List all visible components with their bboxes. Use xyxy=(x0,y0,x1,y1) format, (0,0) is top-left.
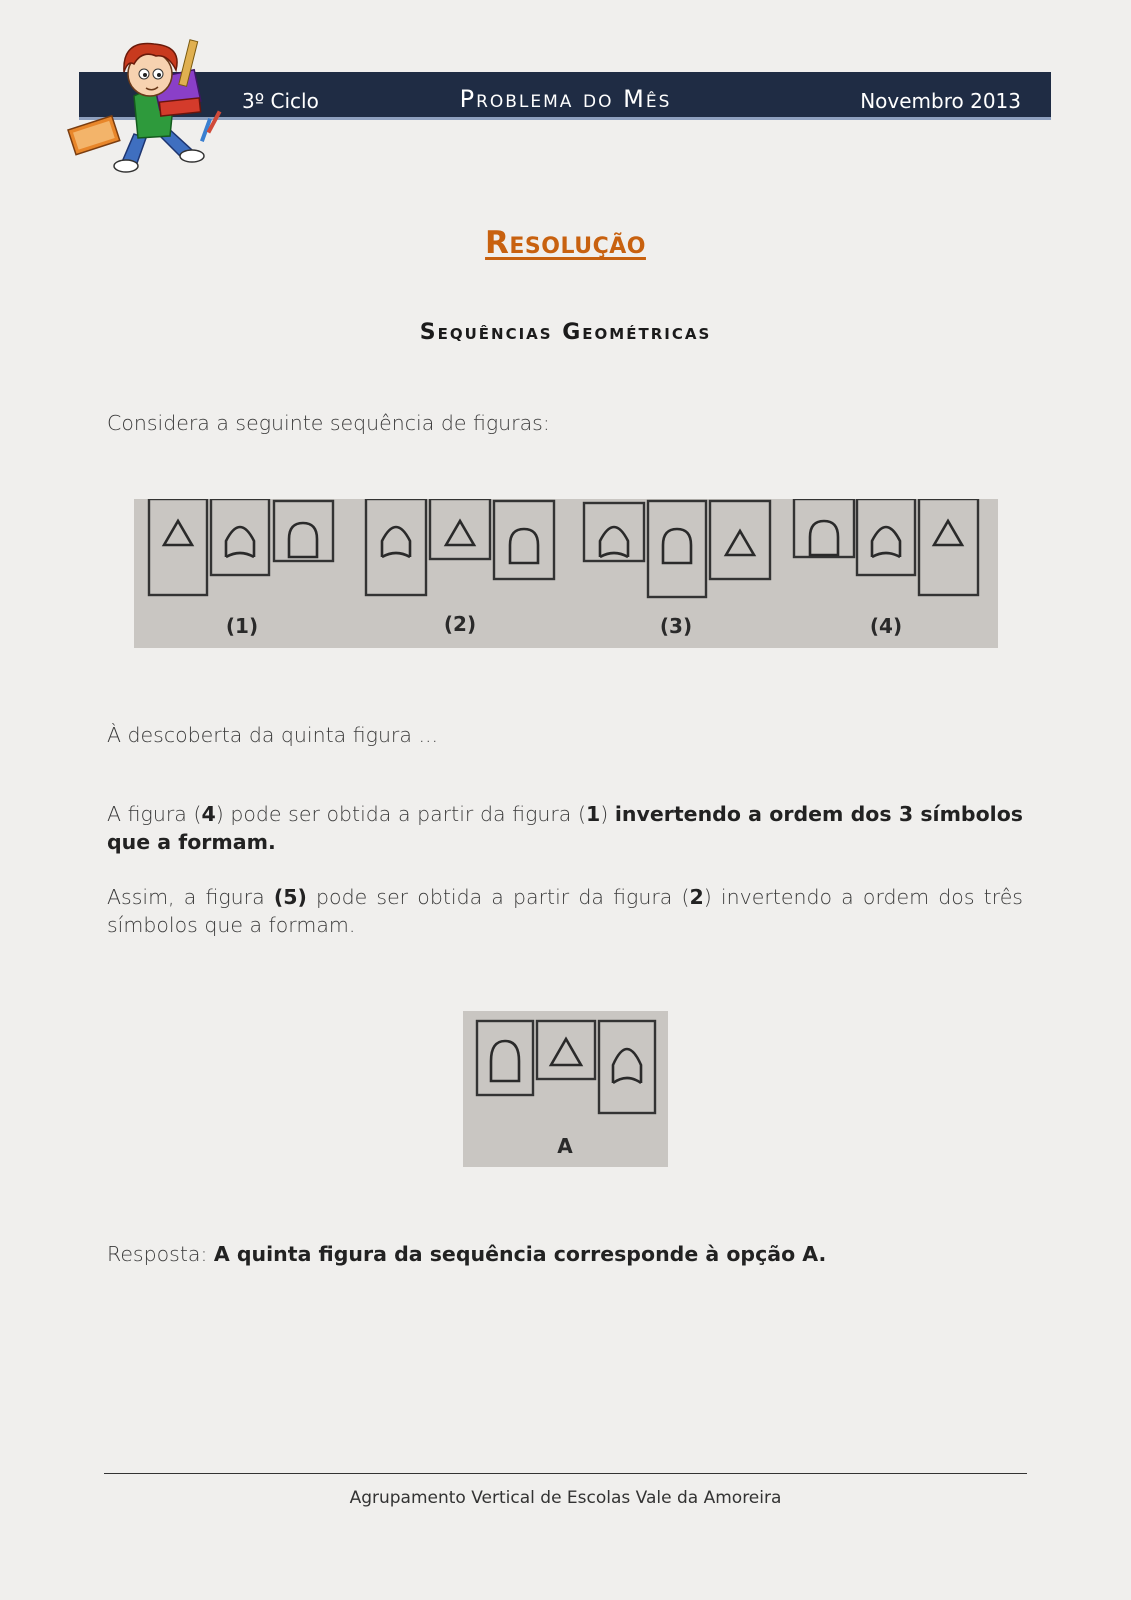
text-span: ) xyxy=(600,802,615,826)
figure-label-3: (3) xyxy=(659,614,693,638)
footer-text: Agrupamento Vertical de Escolas Vale da Amoreira xyxy=(349,1488,782,1508)
header-date: Novembro 2013 xyxy=(860,89,1021,113)
sequence-figure xyxy=(134,499,998,648)
text-span: Assim, a figura xyxy=(107,885,274,909)
footer-divider xyxy=(104,1473,1027,1474)
discovery-text: À descoberta da quinta figura ... xyxy=(107,723,438,747)
explanation-paragraph-2 xyxy=(107,883,1023,939)
bold-span: 2 xyxy=(689,885,704,909)
answer-label: Resposta: xyxy=(107,1242,214,1266)
answer-figure xyxy=(463,1011,668,1167)
answer-value: A quinta figura da sequência corresponde à opção A. xyxy=(213,1242,827,1266)
text-span: ) pode ser obtida a partir da figura ( xyxy=(215,802,586,826)
figure-label-4: (4) xyxy=(869,614,903,638)
header-title: Problema do Mês xyxy=(459,85,672,113)
intro-text: Considera a seguinte sequência de figuras: xyxy=(107,411,550,435)
bold-span: (5) xyxy=(273,885,307,909)
bold-span: invertendo a ordem dos 3 símbolos que a formam. xyxy=(107,802,1023,854)
answer-figure-label: A xyxy=(557,1134,573,1158)
text-span: ) invertendo a ordem dos três símbolos que a formam. xyxy=(107,885,1023,937)
bold-span: 4 xyxy=(201,802,216,826)
header-cycle: 3º Ciclo xyxy=(242,89,319,113)
text-span: pode ser obtida a partir da figura ( xyxy=(306,885,690,909)
bold-span: 1 xyxy=(585,802,601,826)
figure-label-1: (1) xyxy=(225,614,259,638)
page-subheading: Sequências Geométricas xyxy=(419,320,712,345)
answer-text xyxy=(107,1240,1023,1268)
page-heading: Resolução xyxy=(485,225,646,261)
figure-label-2: (2) xyxy=(443,612,477,636)
text-span: A figura ( xyxy=(107,802,202,826)
explanation-paragraph-1 xyxy=(107,800,1023,856)
student-with-books-icon xyxy=(64,34,234,174)
